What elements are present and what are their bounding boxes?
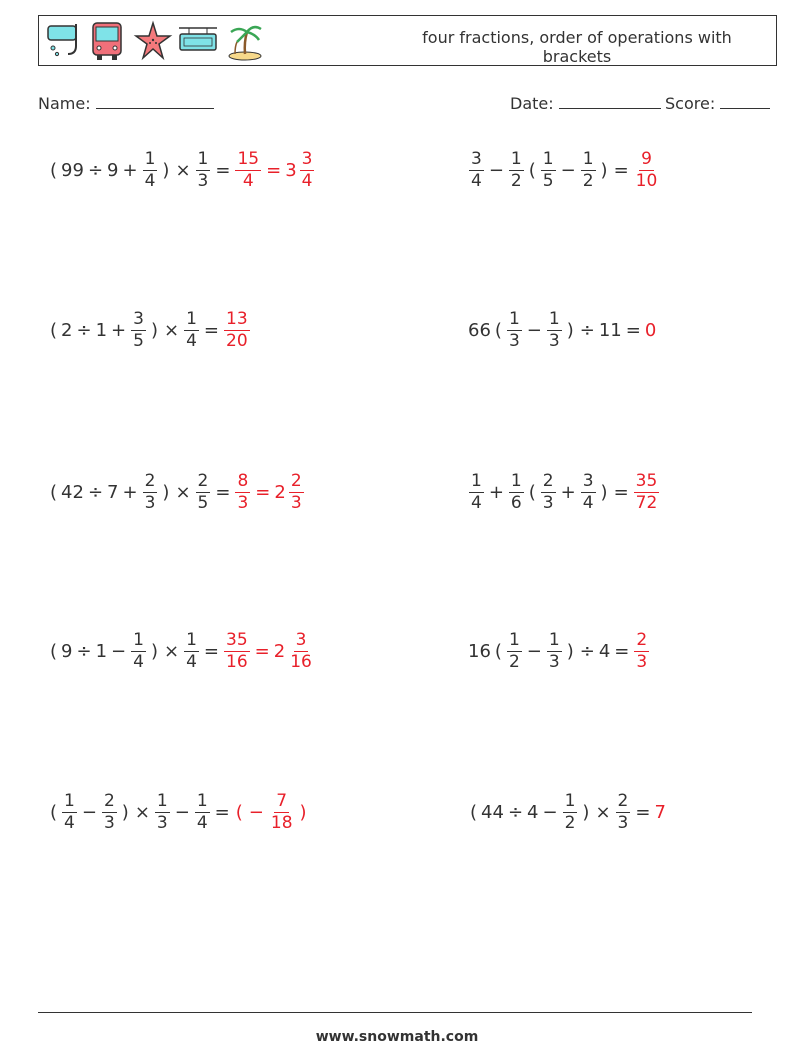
question-expression <box>467 308 623 351</box>
equals-sign: = <box>613 481 629 503</box>
problem-7 <box>47 621 316 681</box>
number: 42 <box>61 481 84 503</box>
equals-sign: = <box>614 640 630 662</box>
operator: ( <box>528 481 536 503</box>
operator: ) <box>566 640 574 662</box>
number: 7 <box>654 801 666 823</box>
operator: × <box>595 801 611 823</box>
equals-sign: = <box>214 801 230 823</box>
number: 7 <box>107 481 119 503</box>
operator: ( <box>50 640 58 662</box>
date-line[interactable] <box>559 94 661 109</box>
palm-island-icon <box>223 20 265 62</box>
problem-1 <box>47 140 316 200</box>
date-field[interactable] <box>510 94 661 113</box>
worksheet-header <box>38 15 777 66</box>
operator: ) <box>299 801 307 823</box>
answer <box>233 148 316 191</box>
question-expression <box>47 308 201 351</box>
answer <box>222 308 252 351</box>
fraction: $\frac{13}{20}$ <box>226 308 248 351</box>
score-line[interactable] <box>720 94 770 109</box>
equals-sign: = <box>215 481 231 503</box>
operator: × <box>175 481 191 503</box>
fraction: $\frac{1}{4}$ <box>133 629 144 672</box>
problem-4 <box>467 300 657 360</box>
number: 2 <box>61 319 73 341</box>
fraction: $\frac{1}{2}$ <box>564 790 576 833</box>
operator: + <box>560 481 576 503</box>
fraction: $\frac{2}{3}$ <box>617 790 629 833</box>
fraction: $\frac{2}{3}$ <box>103 790 115 833</box>
operator: ) <box>600 159 608 181</box>
operator: × <box>175 159 191 181</box>
fraction: $\frac{2}{3}$ <box>144 470 156 513</box>
operator: ( <box>494 640 502 662</box>
date-label: Date: <box>510 94 554 113</box>
number: 11 <box>598 319 622 341</box>
answer <box>632 470 662 513</box>
number: 44 <box>481 801 504 823</box>
fraction: $\frac{3}{4}$ <box>471 148 482 191</box>
problem-9 <box>47 782 310 842</box>
answer <box>222 629 316 672</box>
snorkel-mask-icon <box>45 20 85 62</box>
fraction: $\frac{1}{4}$ <box>64 790 75 833</box>
number: 1 <box>95 640 108 662</box>
number: 3 <box>285 159 297 181</box>
operator: × <box>163 319 180 341</box>
answer <box>632 629 651 672</box>
operator: ÷ <box>507 801 524 823</box>
name-field[interactable] <box>38 94 214 113</box>
name-label: Name: <box>38 94 91 113</box>
number: 1 <box>95 319 108 341</box>
equals-sign: = <box>215 159 231 181</box>
operator: ( <box>528 159 536 181</box>
fraction: $\frac{1}{2}$ <box>508 629 520 672</box>
fraction: $\frac{1}{4}$ <box>186 629 197 672</box>
answer <box>233 470 305 513</box>
problem-10 <box>467 782 667 842</box>
question-expression <box>47 790 212 833</box>
operator: ) <box>566 319 574 341</box>
number: 2 <box>273 640 286 662</box>
number: 4 <box>598 640 611 662</box>
name-line[interactable] <box>96 94 214 109</box>
operator: ( <box>50 481 58 503</box>
operator: ) <box>150 640 158 662</box>
fraction: $\frac{2}{3}$ <box>636 629 648 672</box>
operator: ) <box>600 481 608 503</box>
operator: − <box>488 159 504 181</box>
fraction: $\frac{2}{3}$ <box>542 470 554 513</box>
number: 16 <box>468 640 491 662</box>
operator: × <box>134 801 150 823</box>
number: 0 <box>644 319 657 341</box>
fraction: $\frac{1}{6}$ <box>510 470 522 513</box>
operator: − <box>174 801 190 823</box>
operator: − <box>526 319 542 341</box>
problem-6 <box>467 462 661 522</box>
problem-5 <box>47 462 306 522</box>
answer <box>653 802 666 823</box>
operator: + <box>122 481 138 503</box>
operator: − <box>81 801 97 823</box>
question-expression <box>467 790 632 833</box>
operator: ( <box>494 319 502 341</box>
operator: = <box>255 481 271 503</box>
number: 99 <box>61 159 84 181</box>
equals-sign: = <box>203 319 219 341</box>
question-expression <box>467 148 611 191</box>
fraction: $\frac{3}{5}$ <box>133 308 144 351</box>
question-expression <box>47 470 212 513</box>
operator: − <box>111 640 127 662</box>
question-expression <box>47 148 212 191</box>
fraction: $\frac{35}{16}$ <box>226 629 248 672</box>
operator: ( <box>50 801 58 823</box>
fraction: $\frac{8}{3}$ <box>237 470 249 513</box>
hotel-sign-icon <box>177 20 219 62</box>
fraction: $\frac{1}{5}$ <box>542 148 554 191</box>
score-label: Score: <box>665 94 716 113</box>
operator: ( <box>235 801 243 823</box>
operator: ) <box>121 801 129 823</box>
fraction: $\frac{1}{3}$ <box>548 629 560 672</box>
operator: ÷ <box>579 640 595 662</box>
operator: ( <box>470 801 478 823</box>
operator: ) <box>162 159 170 181</box>
operator: − <box>248 801 264 823</box>
fraction: $\frac{3}{4}$ <box>582 470 594 513</box>
operator: ÷ <box>87 481 104 503</box>
fraction: $\frac{1}{3}$ <box>548 308 560 351</box>
fraction: $\frac{15}{4}$ <box>237 148 260 191</box>
operator: ÷ <box>76 319 92 341</box>
fraction: $\frac{1}{4}$ <box>144 148 156 191</box>
operator: − <box>560 159 576 181</box>
equals-sign: = <box>635 801 651 823</box>
problem-8 <box>467 621 651 681</box>
fraction: $\frac{1}{2}$ <box>510 148 522 191</box>
operator: ÷ <box>76 640 92 662</box>
fraction: $\frac{1}{4}$ <box>471 470 482 513</box>
footer-divider <box>38 1012 752 1013</box>
fraction: $\frac{1}{4}$ <box>186 308 197 351</box>
operator: ) <box>582 801 590 823</box>
fraction: $\frac{1}{3}$ <box>197 148 209 191</box>
operator: ( <box>50 319 58 341</box>
question-expression <box>467 470 611 513</box>
footer-url: www.snowmath.com <box>315 1029 479 1045</box>
operator: + <box>122 159 138 181</box>
fraction: $\frac{2}{5}$ <box>197 470 209 513</box>
operator: ÷ <box>579 319 595 341</box>
operator: − <box>542 801 558 823</box>
equals-sign: = <box>203 640 219 662</box>
bus-icon <box>89 20 129 62</box>
equals-sign: = <box>613 159 629 181</box>
operator: ( <box>50 159 58 181</box>
score-field[interactable] <box>665 94 770 113</box>
worksheet-title: four fractions, order of operations with brackets <box>422 28 732 66</box>
problem-2 <box>467 140 661 200</box>
operator: = <box>266 159 282 181</box>
fraction: $\frac{3}{4}$ <box>301 148 313 191</box>
fraction: $\frac{1}{3}$ <box>508 308 520 351</box>
number: 4 <box>527 801 539 823</box>
equals-sign: = <box>625 319 641 341</box>
fraction: $\frac{7}{18}$ <box>270 790 293 833</box>
operator: × <box>163 640 180 662</box>
operator: + <box>488 481 504 503</box>
problem-3 <box>47 300 252 360</box>
operator: − <box>526 640 542 662</box>
question-expression <box>47 629 201 672</box>
operator: ÷ <box>87 159 104 181</box>
fraction: $\frac{3}{16}$ <box>290 629 312 672</box>
answer <box>233 790 310 833</box>
starfish-icon <box>133 20 173 62</box>
fraction: $\frac{2}{3}$ <box>290 470 302 513</box>
answer <box>644 320 657 341</box>
operator: + <box>111 319 127 341</box>
number: 2 <box>274 481 286 503</box>
fraction: $\frac{9}{10}$ <box>635 148 658 191</box>
operator: = <box>254 640 270 662</box>
header-icons <box>45 20 265 62</box>
fraction: $\frac{1}{4}$ <box>196 790 208 833</box>
number: 9 <box>61 640 73 662</box>
answer <box>632 148 662 191</box>
number: 66 <box>468 319 491 341</box>
operator: ) <box>162 481 170 503</box>
fraction: $\frac{1}{3}$ <box>156 790 168 833</box>
fraction: $\frac{35}{72}$ <box>635 470 658 513</box>
operator: ) <box>150 319 158 341</box>
number: 9 <box>107 159 119 181</box>
fraction: $\frac{1}{2}$ <box>582 148 594 191</box>
question-expression <box>467 629 611 672</box>
